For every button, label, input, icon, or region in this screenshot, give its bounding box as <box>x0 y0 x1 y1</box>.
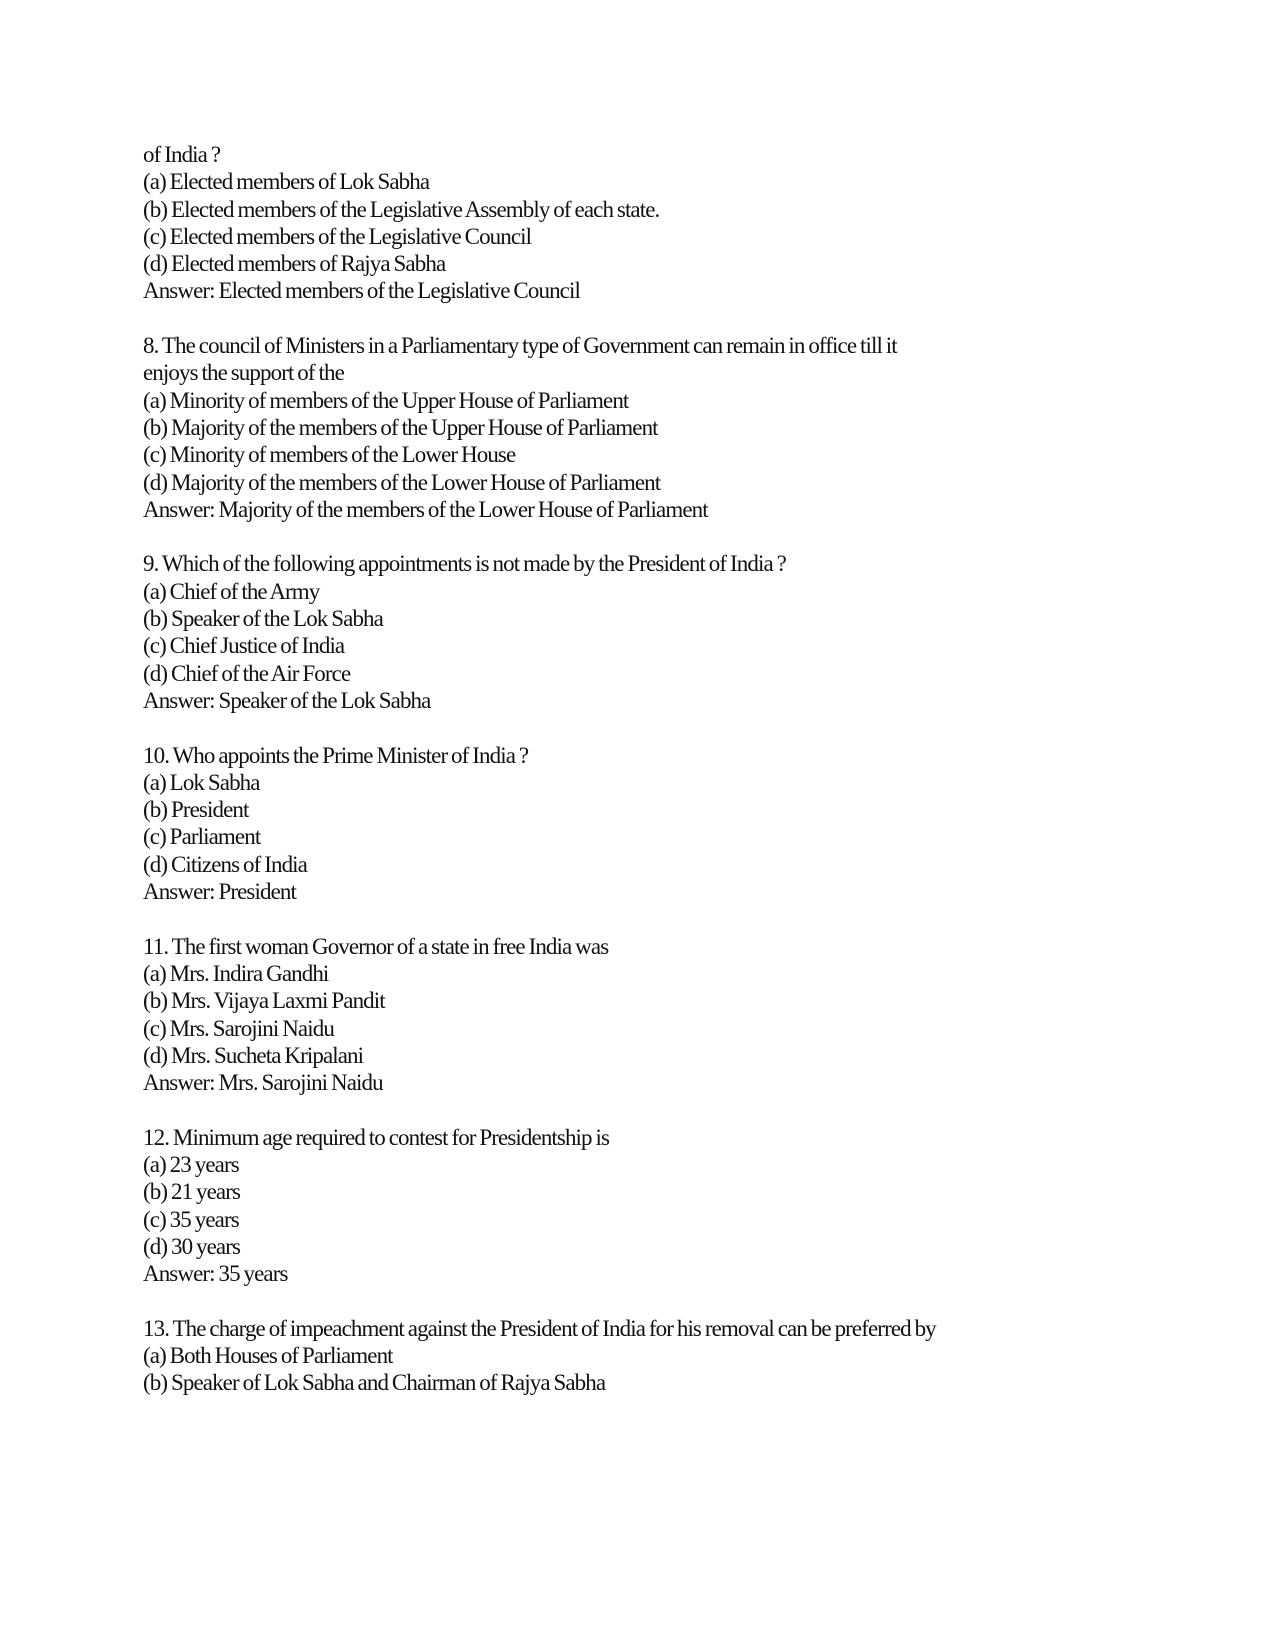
block-gap <box>143 905 1143 932</box>
option-line: (a) Mrs. Indira Gandhi <box>143 960 329 986</box>
option-line: (a) Minority of members of the Upper House of Parliament <box>143 387 629 413</box>
option-line: (d) Majority of the members of the Lower House of Parliament <box>143 469 661 495</box>
block-gap <box>143 1287 1143 1314</box>
question-text: 8. The council of Ministers in a Parliamentary type of Government can remain in office till it <box>143 333 897 359</box>
question-text: 13. The charge of impeachment against the President of India for his removal can be preferred by <box>143 1315 936 1341</box>
question-12 <box>143 1124 1143 1288</box>
document-page <box>143 141 1143 1397</box>
option-line: (b) Speaker of Lok Sabha and Chairman of Rajya Sabha <box>143 1370 606 1396</box>
answer-line: Answer: 35 years <box>143 1261 288 1287</box>
question-10 <box>143 742 1143 906</box>
option-line: (d) 30 years <box>143 1233 241 1259</box>
answer-line: Answer: Elected members of the Legislative Council <box>143 278 580 304</box>
question-13 <box>143 1315 1143 1397</box>
answer-line: Answer: Mrs. Sarojini Naidu <box>143 1070 383 1096</box>
option-line: (b) Speaker of the Lok Sabha <box>143 606 383 632</box>
question-text: 12. Minimum age required to contest for Presidentship is <box>143 1124 610 1150</box>
answer-line: Answer: Speaker of the Lok Sabha <box>143 687 431 713</box>
option-line: (b) Majority of the members of the Upper House of Parliament <box>143 414 658 440</box>
option-line: (c) 35 years <box>143 1206 239 1232</box>
question-text: of India ? <box>143 142 221 167</box>
answer-line: Answer: Majority of the members of the Lower House of Parliament <box>143 496 708 522</box>
question-text: enjoys the support of the <box>143 360 344 386</box>
block-gap <box>143 1096 1143 1123</box>
option-line: (b) Mrs. Vijaya Laxmi Pandit <box>143 988 385 1014</box>
option-line: (b) Elected members of the Legislative Assembly of each state. <box>143 196 660 222</box>
option-line: (d) Mrs. Sucheta Kripalani <box>143 1042 364 1068</box>
option-line: (d) Citizens of India <box>143 851 307 877</box>
question-text: 11. The first woman Governor of a state in free India was <box>143 933 609 959</box>
question-9 <box>143 550 1143 714</box>
question-7-continued <box>143 141 1143 305</box>
option-line: (c) Parliament <box>143 824 261 850</box>
answer-line: Answer: President <box>143 879 296 905</box>
option-line: (c) Chief Justice of India <box>143 633 345 659</box>
option-line: (b) 21 years <box>143 1179 241 1205</box>
block-gap <box>143 305 1143 332</box>
question-text: 10. Who appoints the Prime Minister of India ? <box>143 742 529 768</box>
option-line: (b) President <box>143 797 249 823</box>
question-text: 9. Which of the following appointments is not made by the President of India ? <box>143 551 786 577</box>
option-line: (d) Elected members of Rajya Sabha <box>143 251 446 277</box>
question-8 <box>143 332 1143 523</box>
option-line: (a) Lok Sabha <box>143 769 260 795</box>
block-gap <box>143 714 1143 741</box>
option-line: (c) Mrs. Sarojini Naidu <box>143 1015 334 1041</box>
option-line: (c) Minority of members of the Lower House <box>143 442 516 468</box>
option-line: (c) Elected members of the Legislative Council <box>143 223 532 249</box>
option-line: (a) 23 years <box>143 1151 239 1177</box>
block-gap <box>143 523 1143 550</box>
question-11 <box>143 933 1143 1097</box>
option-line: (a) Both Houses of Parliament <box>143 1343 393 1369</box>
option-line: (a) Chief of the Army <box>143 578 320 604</box>
option-line: (d) Chief of the Air Force <box>143 660 351 686</box>
option-line: (a) Elected members of Lok Sabha <box>143 169 430 195</box>
